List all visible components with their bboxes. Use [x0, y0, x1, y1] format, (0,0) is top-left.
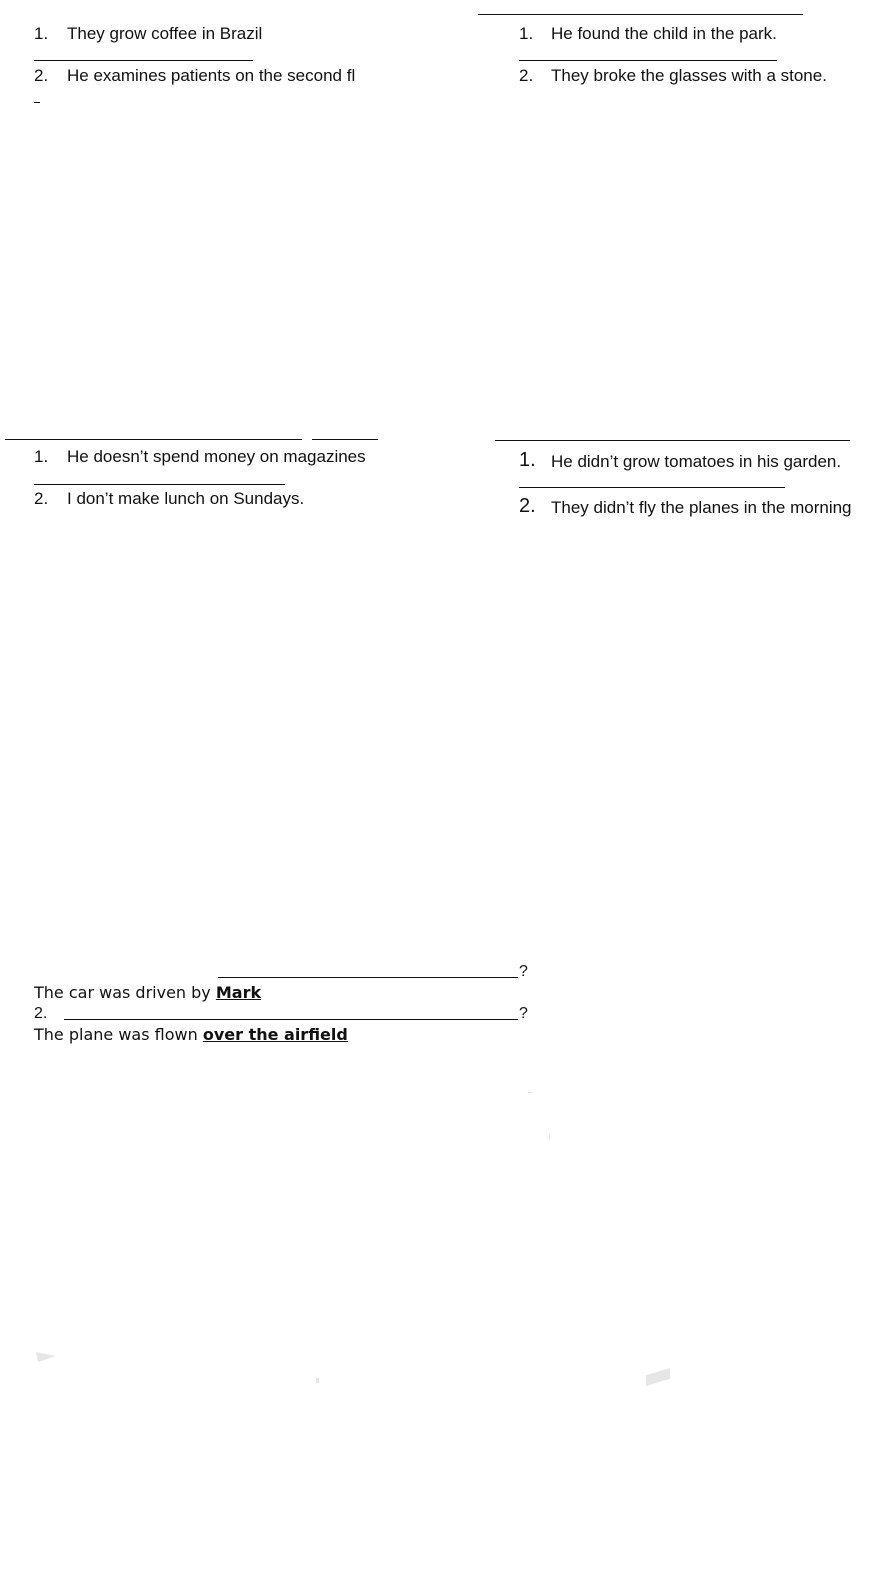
item-number: 1. — [519, 449, 536, 471]
scan-speck — [549, 1134, 550, 1139]
item-number: 2. — [519, 66, 534, 85]
question-number: 2. — [34, 1005, 48, 1022]
question-mark: ? — [519, 963, 528, 980]
scan-speck — [528, 1092, 533, 1093]
sentence-emphasis: Mark — [215, 983, 262, 1002]
answer-line[interactable] — [34, 102, 40, 103]
item-number: 1. — [34, 447, 49, 466]
answer-line[interactable] — [34, 60, 253, 61]
answer-line[interactable] — [312, 439, 378, 440]
item-number: 2. — [34, 66, 49, 85]
scan-speck — [646, 1368, 670, 1386]
answer-line[interactable] — [519, 60, 777, 61]
question-sentence — [34, 1025, 348, 1045]
item-text: He examines patients on the second fl — [67, 66, 356, 85]
sentence-emphasis: over the airfield — [202, 1025, 348, 1044]
answer-line[interactable] — [519, 487, 785, 488]
sentence-prefix: The car was driven by — [34, 983, 211, 1002]
item-text: He doesn’t spend money on magazines — [67, 447, 366, 466]
item-number: 1. — [519, 24, 534, 43]
answer-line[interactable] — [34, 484, 285, 485]
question-answer-line[interactable] — [218, 977, 518, 978]
scan-speck — [316, 1378, 319, 1383]
item-number: 2. — [519, 495, 536, 517]
answer-line[interactable] — [5, 439, 302, 440]
item-text: They broke the glasses with a stone. — [551, 66, 827, 85]
answer-line[interactable] — [495, 440, 850, 441]
scan-speck — [36, 1352, 56, 1362]
item-number: 2. — [34, 489, 49, 508]
question-sentence — [34, 983, 261, 1003]
item-text: They grow coffee in Brazil — [67, 24, 263, 43]
item-number: 1. — [34, 24, 49, 43]
question-answer-line[interactable] — [64, 1019, 518, 1020]
item-text: They didn’t fly the planes in the morning — [551, 498, 852, 517]
item-text: I don’t make lunch on Sundays. — [67, 489, 305, 508]
sentence-prefix: The plane was flown — [34, 1025, 198, 1044]
item-text: He found the child in the park. — [551, 24, 777, 43]
question-mark: ? — [519, 1005, 528, 1022]
item-text: He didn’t grow tomatoes in his garden. — [551, 452, 842, 471]
answer-line[interactable] — [478, 14, 803, 15]
